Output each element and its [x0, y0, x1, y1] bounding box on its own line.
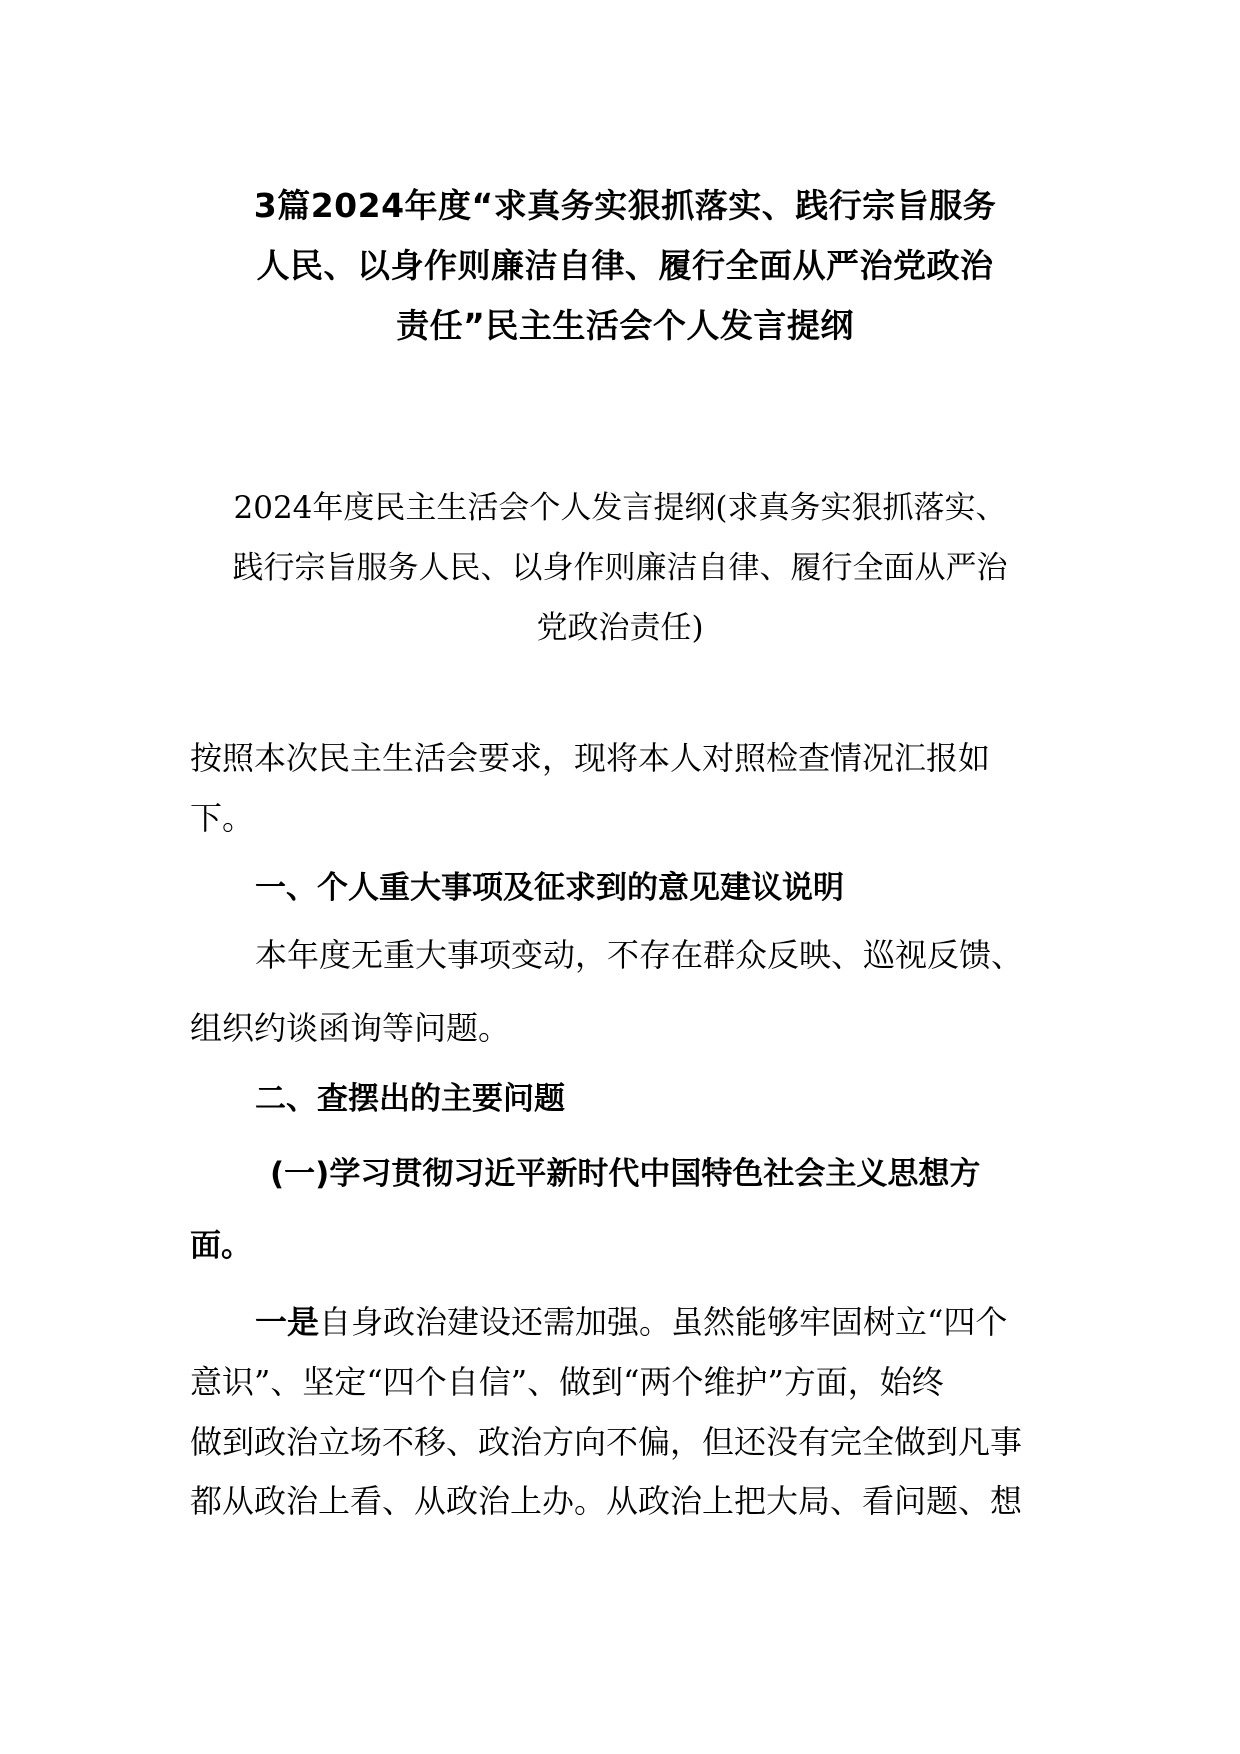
title-line-2: 人民、以身作则廉洁自律、履行全面从严治党政治 [256, 246, 994, 285]
sub-heading-line-2: 面。 [190, 1228, 252, 1264]
point1-line-3: 做到政治立场不移、政治方向不偏，但还没有完全做到凡事 [190, 1423, 1023, 1461]
point1-lead: 一是 [255, 1303, 320, 1341]
subtitle-line-2: 践行宗旨服务人民、以身作则廉洁自律、履行全面从严治 [232, 550, 1008, 586]
document-title [190, 176, 1060, 356]
intro-line-1: 按照本次民主生活会要求，现将本人对照检查情况汇报如 [190, 739, 991, 777]
title-line-3: 责任”民主生活会个人发言提纲 [396, 306, 854, 345]
subtitle-line-3: 党政治责任) [536, 610, 704, 646]
section1-line-2: 组织约谈函询等问题。 [190, 1009, 511, 1047]
section1-line-1: 本年度无重大事项变动，不存在群众反映、巡视反馈、 [255, 936, 1024, 974]
subtitle-line-1: 2024年度民主生活会个人发言提纲(求真务实狠抓落实、 [233, 490, 1007, 526]
point1-first-line-rest: 自身政治建设还需加强。虽然能够牢固树立“四个 [319, 1303, 1008, 1341]
sub-heading-line-1: (一)学习贯彻习近平新时代中国特色社会主义思想方 [270, 1156, 981, 1192]
point1-line-2: 意识”、坚定“四个自信”、做到“两个维护”方面，始终 [190, 1363, 944, 1401]
point1-line-1 [255, 1300, 1007, 1344]
document-subtitle [190, 478, 1050, 658]
section-heading-1: 一、个人重大事项及征求到的意见建议说明 [255, 870, 844, 906]
title-line-1: 3篇2024年度“求真务实狠抓落实、践行宗旨服务 [253, 186, 997, 225]
point1-line-4: 都从政治上看、从政治上办。从政治上把大局、看问题、想 [190, 1482, 1023, 1520]
section-heading-2: 二、查摆出的主要问题 [255, 1081, 565, 1117]
intro-line-2: 下。 [190, 799, 255, 837]
